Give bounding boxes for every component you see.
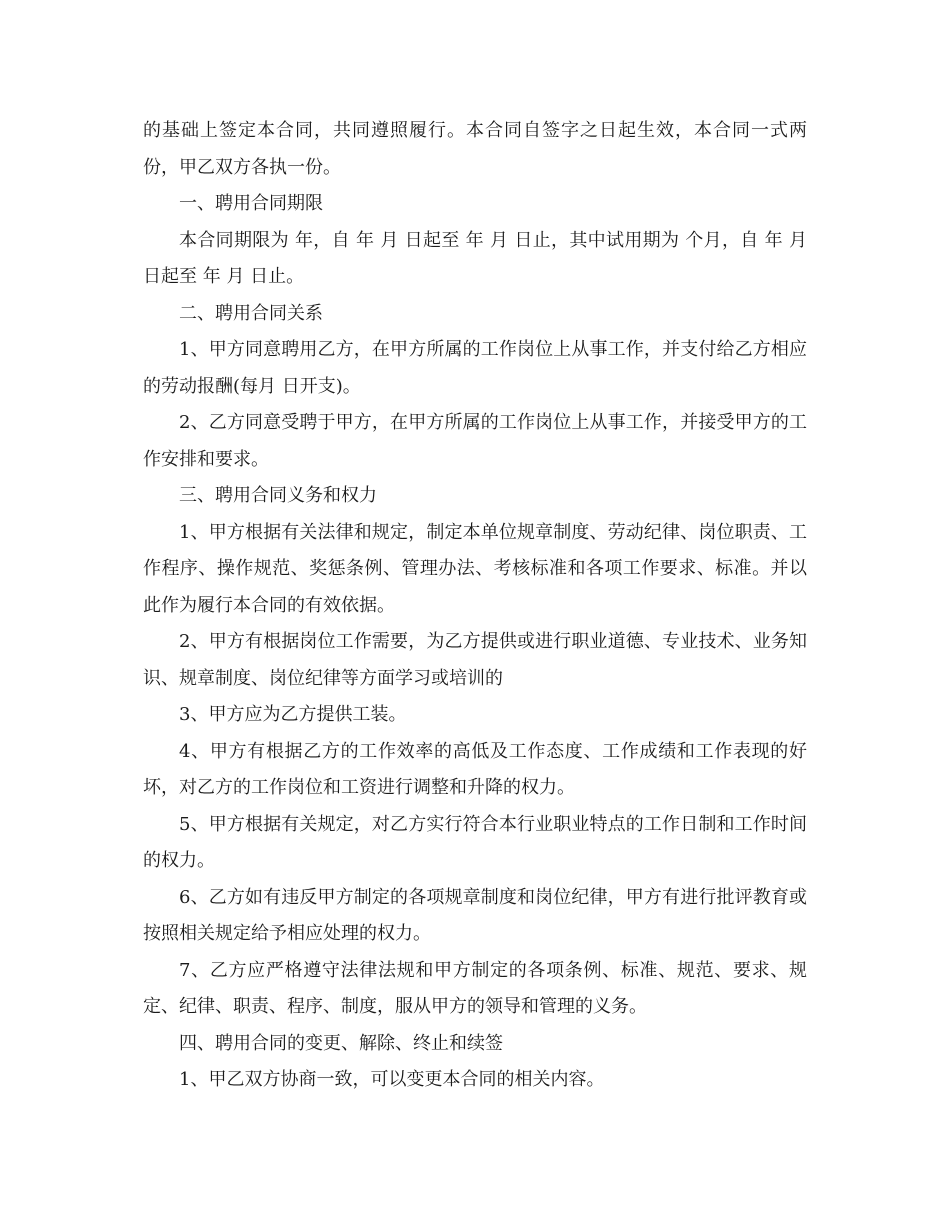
paragraph-duties-6: 6、乙方如有违反甲方制定的各项规章制度和岗位纪律，甲方有进行批评教育或按照相关规定给予相应处理的权力。 <box>143 886 807 944</box>
section-heading-relationship: 二、聘用合同关系 <box>179 302 323 324</box>
paragraph-duties-5: 5、甲方根据有关规定，对乙方实行符合本行业职业特点的工作日制和工作时间的权力。 <box>143 813 807 871</box>
paragraph-relationship-1: 1、甲方同意聘用乙方，在甲方所属的工作岗位上从事工作，并支付给乙方相应的劳动报酬(每月 日开支)。 <box>143 339 807 397</box>
paragraph-relationship-2: 2、乙方同意受聘于甲方，在甲方所属的工作岗位上从事工作，并接受甲方的工作安排和要求。 <box>143 412 807 470</box>
paragraph-continuation: 的基础上签定本合同，共同遵照履行。本合同自签字之日起生效，本合同一式两份，甲乙双方各执一份。 <box>143 120 807 178</box>
section-heading-changes: 四、聘用合同的变更、解除、终止和续签 <box>179 1032 503 1054</box>
contract-body <box>143 113 807 1099</box>
paragraph-duties-4: 4、甲方有根据乙方的工作效率的高低及工作态度、工作成绩和工作表现的好坏，对乙方的工作岗位和工资进行调整和升降的权力。 <box>143 740 807 798</box>
section-heading-duties: 三、聘用合同义务和权力 <box>179 485 377 506</box>
section-heading-term: 一、聘用合同期限 <box>179 193 323 214</box>
paragraph-term: 本合同期限为 年，自 年 月 日起至 年 月 日止，其中试用期为 个月，自 年 月 日起至 年 月 日止。 <box>143 229 807 287</box>
paragraph-duties-3: 3、甲方应为乙方提供工装。 <box>179 704 407 725</box>
paragraph-duties-7: 7、乙方应严格遵守法律法规和甲方制定的各项条例、标准、规范、要求、规定、纪律、职责、程序、制度，服从甲方的领导和管理的义务。 <box>143 959 807 1017</box>
paragraph-changes-1: 1、甲乙双方协商一致，可以变更本合同的相关内容。 <box>179 1069 605 1090</box>
paragraph-duties-1: 1、甲方根据有关法律和规定，制定本单位规章制度、劳动纪律、岗位职责、工作程序、操作规范、奖惩条例、管理办法、考核标准和各项工作要求、标准。并以此作为履行本合同的有效依据。 <box>143 521 807 616</box>
paragraph-duties-2: 2、甲方有根据岗位工作需要，为乙方提供或进行职业道德、专业技术、业务知识、规章制度、岗位纪律等方面学习或培训的 <box>143 631 807 689</box>
